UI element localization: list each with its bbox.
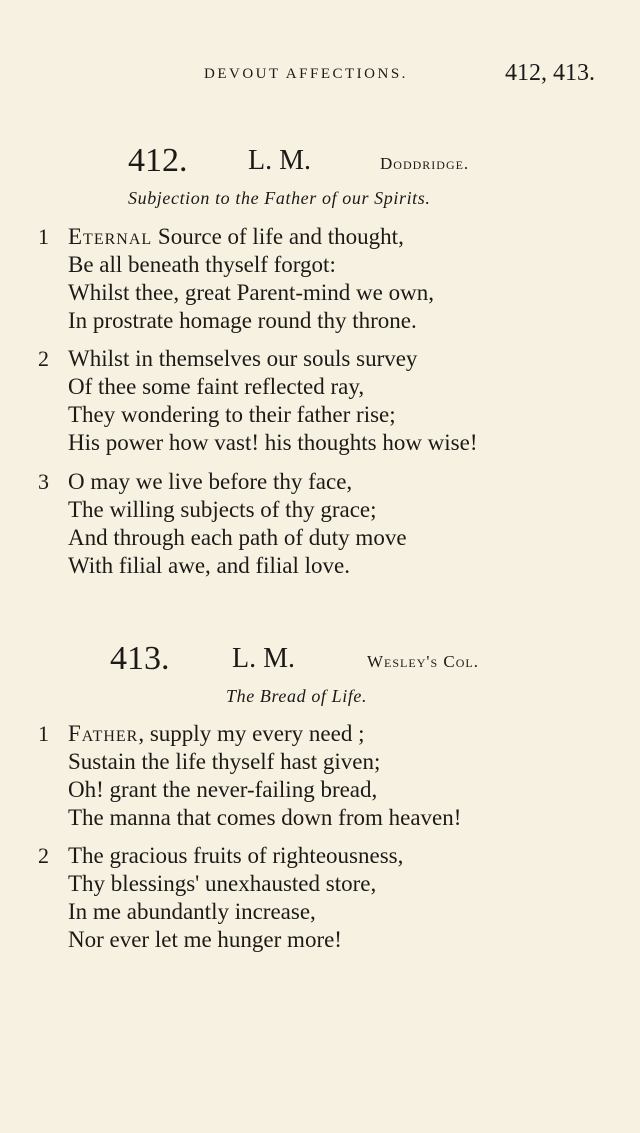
verse-line: Thy blessings' unexhausted store, [68, 871, 377, 896]
verse-line: His power how vast! his thoughts how wise! [68, 430, 478, 455]
hymn-author: Doddridge. [380, 154, 470, 173]
verse-line: O may we live before thy face, [68, 469, 353, 494]
verse-line: The manna that comes down from heaven! [68, 805, 462, 830]
verse-line: Sustain the life thyself hast given; [68, 749, 381, 774]
stanza-number: 1 [38, 721, 49, 746]
verse-line-rest: , supply my every need ; [138, 721, 365, 746]
hymn-number: 412. [128, 142, 188, 179]
verse-line [68, 224, 404, 250]
verse-line: With filial awe, and filial love. [68, 553, 351, 578]
first-word: Father [68, 721, 139, 746]
hymn-412 [0, 142, 640, 182]
verse-line: Oh! grant the never-failing bread, [68, 777, 378, 802]
stanza-number: 3 [38, 469, 49, 494]
hymn-subtitle: Subjection to the Father of our Spirits. [128, 188, 431, 208]
running-head [0, 62, 640, 92]
stanza-number: 2 [38, 843, 49, 868]
verse-line: The willing subjects of thy grace; [68, 497, 377, 522]
hymn-meter: L. M. [248, 145, 311, 176]
running-title: DEVOUT AFFECTIONS. [204, 66, 408, 82]
running-page-numbers: 412, 413. [505, 60, 595, 86]
verse-line-rest: Source of life and thought, [152, 224, 404, 249]
hymn-author: Wesley's Col. [367, 652, 479, 671]
verse-line: The gracious fruits of righteousness, [68, 843, 404, 868]
hymn-subtitle: The Bread of Life. [226, 686, 368, 706]
verse-line: They wondering to their father rise; [68, 402, 396, 427]
verse-line: Whilst in themselves our souls survey [68, 346, 418, 371]
verse-line: Of thee some faint reflected ray, [68, 374, 365, 399]
verse-line: Whilst thee, great Parent-mind we own, [68, 280, 434, 305]
verse-line: In prostrate homage round thy throne. [68, 308, 417, 333]
hymn-heading [0, 640, 640, 680]
hymn-number: 413. [110, 640, 170, 677]
verse-line [68, 721, 364, 747]
verse-line: Be all beneath thyself forgot: [68, 252, 336, 277]
first-word: Eternal [68, 224, 153, 249]
stanza-number: 2 [38, 346, 49, 371]
verse-line: In me abundantly increase, [68, 899, 316, 924]
verse-line: And through each path of duty move [68, 525, 407, 550]
stanza-number: 1 [38, 224, 49, 249]
verse-line: Nor ever let me hunger more! [68, 927, 342, 952]
hymn-meter: L. M. [232, 643, 295, 674]
hymn-heading [0, 142, 640, 182]
hymn-413 [0, 640, 640, 680]
